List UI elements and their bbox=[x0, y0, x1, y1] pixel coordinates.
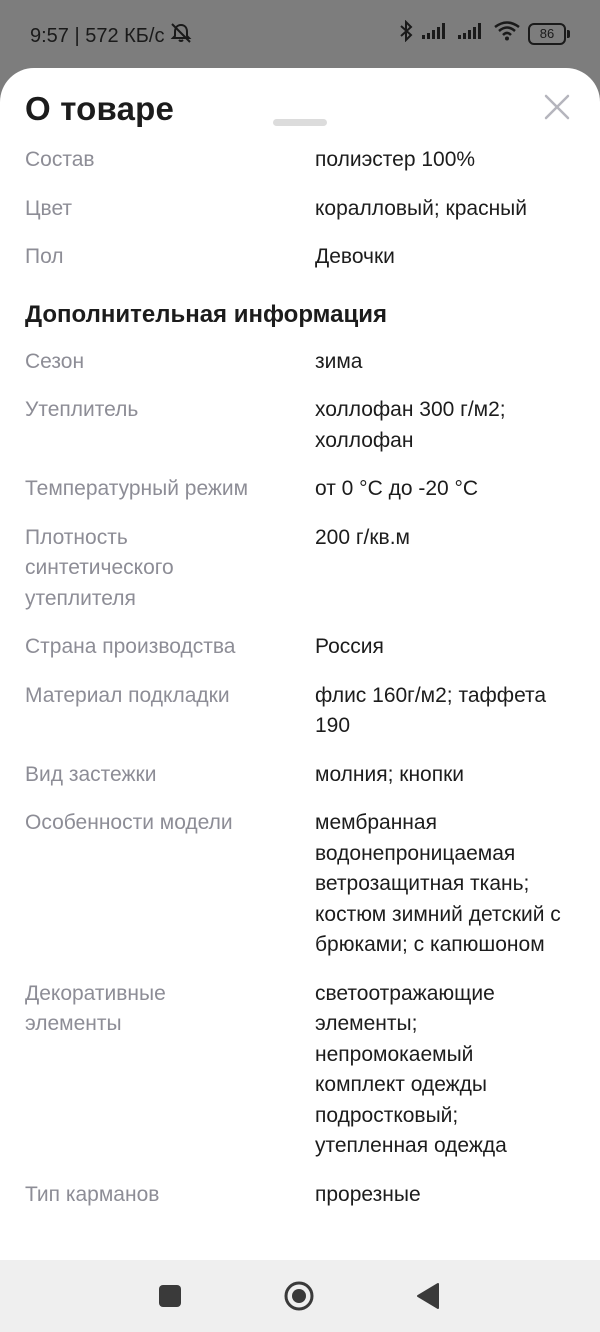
spec-row bbox=[0, 474, 600, 505]
spec-value: коралловый; красный bbox=[315, 196, 527, 220]
close-icon bbox=[542, 92, 572, 122]
spec-label: Цвет bbox=[25, 196, 73, 220]
back-triangle-icon bbox=[413, 1280, 445, 1312]
spec-label: Температурный режим bbox=[25, 477, 249, 500]
status-left bbox=[30, 21, 193, 51]
status-time-speed: 9:57 | 572 КБ/с bbox=[30, 24, 165, 47]
spec-row bbox=[0, 523, 600, 615]
spec-value: от 0 °C до -20 °C bbox=[315, 477, 479, 500]
battery-level: 86 bbox=[528, 23, 566, 45]
spec-label: Утеплитель bbox=[25, 398, 139, 421]
spec-value: зима bbox=[315, 349, 363, 373]
spec-value: прорезные bbox=[315, 1182, 421, 1206]
spec-row bbox=[0, 808, 600, 961]
battery-indicator bbox=[528, 23, 570, 45]
spec-value: молния; кнопки bbox=[315, 762, 465, 786]
spec-row bbox=[0, 395, 600, 456]
signal-icon bbox=[422, 22, 450, 45]
spec-value: светоотражающие элементы; непромокаемый комплект одежды подростковый; утепленная одежда bbox=[315, 981, 507, 1157]
wifi-icon bbox=[494, 21, 520, 46]
spec-label: Состав bbox=[25, 148, 95, 171]
drag-handle[interactable] bbox=[273, 119, 327, 126]
spec-value: полиэстер 100% bbox=[315, 148, 476, 171]
sheet-title: О товаре bbox=[25, 90, 175, 127]
spec-value: Девочки bbox=[315, 245, 395, 268]
status-right bbox=[398, 20, 570, 47]
product-info-sheet bbox=[0, 68, 600, 1260]
spec-row bbox=[0, 760, 600, 791]
spec-row bbox=[0, 242, 600, 273]
spec-label: Плотность синтетического утеплителя bbox=[25, 525, 174, 610]
back-button[interactable] bbox=[413, 1280, 445, 1312]
spec-value: флис 160г/м2; таффета 190 bbox=[315, 683, 547, 737]
spec-row bbox=[0, 632, 600, 663]
system-nav-bar bbox=[0, 1260, 600, 1332]
square-icon bbox=[154, 1280, 186, 1312]
spec-row bbox=[0, 1180, 600, 1211]
signal-icon-2 bbox=[458, 22, 486, 45]
home-circle-icon bbox=[283, 1280, 315, 1312]
spec-label: Пол bbox=[25, 245, 64, 268]
spec-row bbox=[0, 681, 600, 742]
close-button[interactable] bbox=[542, 92, 572, 122]
status-bar bbox=[0, 0, 600, 68]
spec-label: Тип карманов bbox=[25, 1182, 160, 1206]
specs-list bbox=[0, 145, 600, 1228]
spec-label: Материал подкладки bbox=[25, 683, 230, 707]
spec-label: Вид застежки bbox=[25, 762, 157, 786]
spec-label: Сезон bbox=[25, 349, 85, 373]
spec-value: 200 г/кв.м bbox=[315, 525, 410, 549]
spec-label: Страна производства bbox=[25, 635, 236, 658]
home-button[interactable] bbox=[283, 1280, 315, 1312]
spec-value: мембранная водонепроницаемая ветрозащитная ткань; костюм зимний детский с брюками; с капюшоном bbox=[315, 811, 561, 956]
section-heading-additional: Дополнительная информация bbox=[25, 300, 387, 328]
spec-row bbox=[0, 145, 600, 176]
spec-row bbox=[0, 979, 600, 1162]
muted-alarm-icon bbox=[169, 21, 193, 51]
spec-row bbox=[0, 347, 600, 378]
spec-value: холлофан 300 г/м2; холлофан bbox=[315, 398, 506, 452]
spec-value: Россия bbox=[315, 635, 384, 658]
spec-label: Декоративные элементы bbox=[25, 981, 166, 1035]
bluetooth-icon bbox=[398, 20, 414, 47]
spec-label: Особенности модели bbox=[25, 811, 233, 834]
battery-tip bbox=[567, 30, 570, 38]
spec-row bbox=[0, 194, 600, 225]
recents-button[interactable] bbox=[154, 1280, 186, 1312]
